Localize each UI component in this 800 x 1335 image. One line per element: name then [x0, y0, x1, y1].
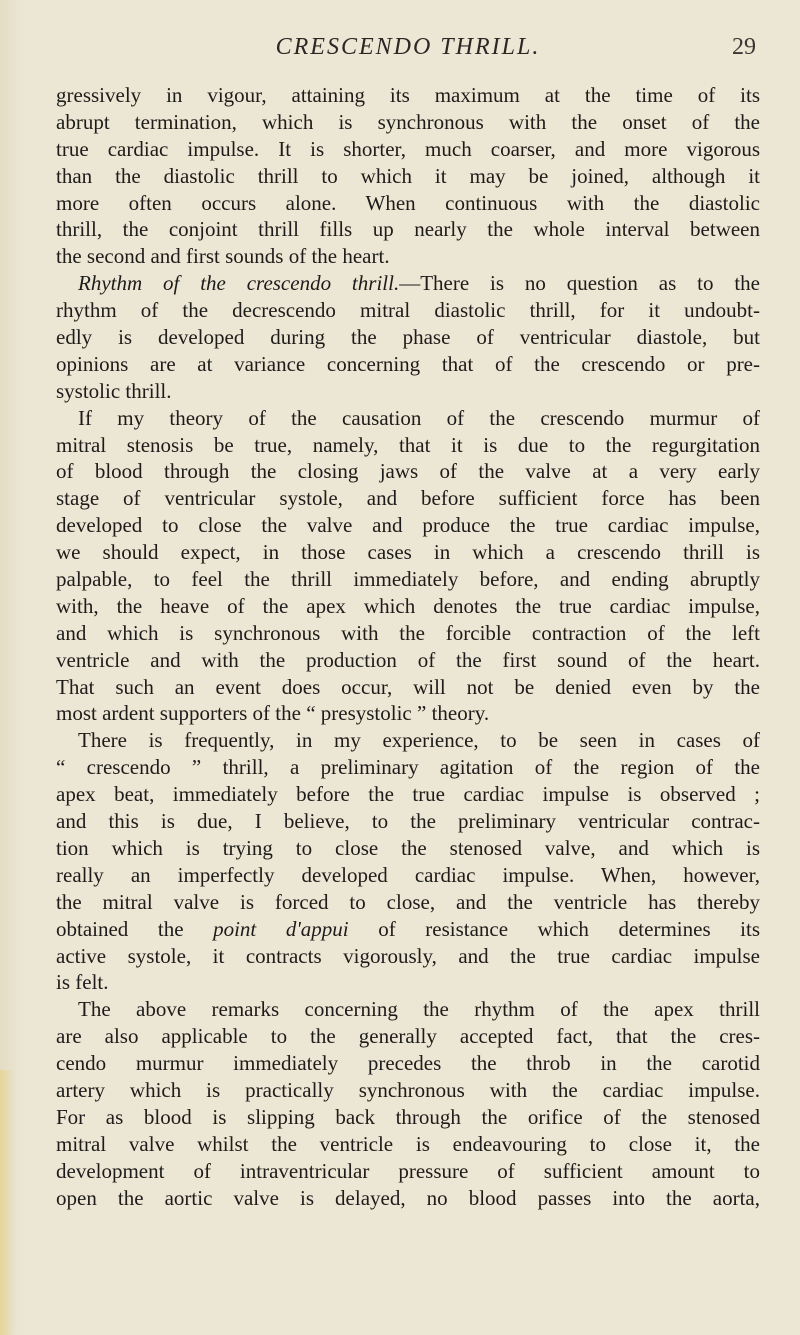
text-line: There is frequently, in my experience, to be seen in cases of: [78, 728, 760, 753]
text-line: mitral stenosis be true, namely, that it is due to the regurgitation: [56, 432, 760, 457]
text-line: is felt.: [56, 970, 109, 995]
page-number: 29: [732, 34, 756, 60]
text-line: gressively in vigour, attaining its maximum at the time of its: [56, 83, 760, 107]
text-line: apex beat, immediately before the true cardiac impulse is observed ;: [56, 782, 760, 807]
text-line: rhythm of the decrescendo mitral diastolic thrill, for it undoubt-: [56, 298, 760, 323]
text-fragment: —There is no question as to the: [399, 271, 760, 296]
text-line: If my theory of the causation of the crescendo murmur of: [78, 405, 760, 430]
text-line: [56, 916, 760, 943]
text-line: true cardiac impulse. It is shorter, much coarser, and more vigorous: [56, 136, 760, 161]
text-line: developed to close the valve and produce the true cardiac impulse,: [56, 513, 760, 538]
text-line: palpable, to feel the thrill immediately before, and ending abruptly: [56, 567, 760, 592]
text-line: open the aortic valve is delayed, no blood passes into the aorta,: [56, 1185, 760, 1210]
text-line: are also applicable to the generally accepted fact, that the cres-: [56, 1024, 760, 1049]
text-line: tion which is trying to close the stenosed valve, and which is: [56, 835, 760, 860]
text-line: opinions are at variance concerning that of the crescendo or pre-: [56, 351, 760, 376]
text-line: thrill, the conjoint thrill fills up nearly the whole interval between: [56, 217, 760, 242]
text-line: ventricle and with the production of the first sound of the heart.: [56, 647, 760, 672]
text-line: “ crescendo ” thrill, a preliminary agitation of the region of the: [56, 755, 760, 780]
text-line: mitral valve whilst the ventricle is endeavouring to close it, the: [56, 1131, 760, 1156]
text-line: of blood through the closing jaws of the valve at a very early: [56, 459, 760, 484]
text-line: The above remarks concerning the rhythm of the apex thrill: [78, 997, 760, 1022]
italic-phrase: point d'appui: [213, 916, 349, 941]
text-line: development of intraventricular pressure of sufficient amount to: [56, 1158, 760, 1183]
text-line: For as blood is slipping back through the orifice of the stenosed: [56, 1104, 760, 1129]
text-line: than the diastolic thrill to which it may be joined, although it: [56, 163, 760, 188]
text-line: and which is synchronous with the forcible contraction of the left: [56, 620, 760, 645]
text-line: cendo murmur immediately precedes the throb in the carotid: [56, 1051, 760, 1076]
section-heading-italic: Rhythm of the crescendo thrill.: [78, 271, 400, 296]
text-line: and this is due, I believe, to the preliminary ventricular contrac-: [56, 809, 760, 834]
text-fragment: obtained the: [56, 916, 214, 941]
text-line: That such an event does occur, will not be denied even by the: [56, 674, 760, 699]
text-line: artery which is practically synchronous with the cardiac impulse.: [56, 1077, 760, 1102]
running-head: [56, 34, 760, 74]
text-line: the second and first sounds of the heart.: [56, 244, 390, 269]
text-line: really an imperfectly developed cardiac impulse. When, however,: [56, 862, 760, 887]
text-line: edly is developed during the phase of ventricular diastole, but: [56, 325, 760, 350]
text-line: abrupt termination, which is synchronous with the onset of the: [56, 109, 760, 134]
text-line: the mitral valve is forced to close, and the ventricle has thereby: [56, 889, 760, 914]
text-fragment: of resistance which determines its: [348, 916, 760, 941]
text-line: most ardent supporters of the “ presystolic ” theory.: [56, 701, 490, 726]
text-line: systolic thrill.: [56, 378, 172, 403]
text-line: with, the heave of the apex which denotes the true cardiac impulse,: [56, 593, 760, 618]
text-line: stage of ventricular systole, and before sufficient force has been: [56, 486, 760, 511]
text-line: [56, 270, 760, 297]
body-text: [56, 82, 760, 1211]
text-line: more often occurs alone. When continuous with the diastolic: [56, 190, 760, 215]
running-head-title: CRESCENDO THRILL.: [275, 34, 541, 60]
text-line: active systole, it contracts vigorously, and the true cardiac impulse: [56, 943, 760, 968]
text-line: we should expect, in those cases in which a crescendo thrill is: [56, 540, 760, 565]
